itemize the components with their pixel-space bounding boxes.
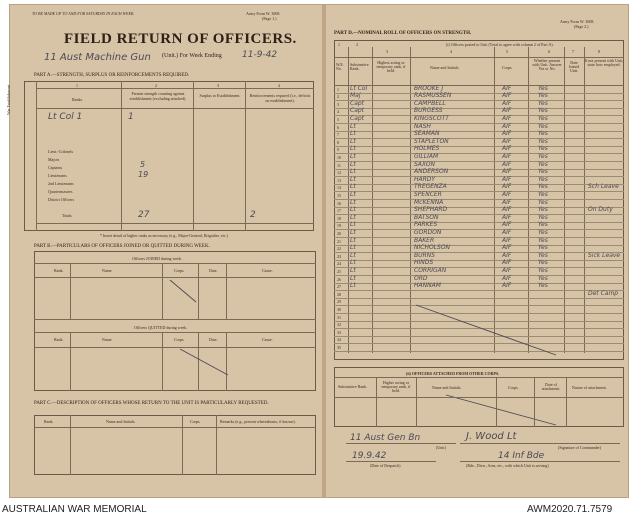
roll-hand-name: BAKER [414,236,435,244]
roll-hand-rank: Lt Col [350,84,368,92]
roll-hand-name: McKENNA [414,198,444,206]
roll-hand-remark: On Duty [588,206,613,214]
col-surplus: Surplus to Establishment. [199,93,241,98]
roll-row-number: 2 [337,94,339,100]
form-reference-2: Army Form W. 3008. [560,19,595,24]
roll-hand-corps: AIF [502,198,512,206]
roll-hand-present: Yes [538,137,548,145]
roll-hand-present: Yes [538,92,548,100]
roll-hand-rank: Lt [350,122,356,130]
roll-row-number: 5 [337,116,339,122]
roll-row-number: 27 [337,284,341,290]
roll-hand-present: Yes [538,145,548,153]
roll-col-corps: Corps. [502,65,513,70]
part-c-col-rank: Rank. [44,419,54,424]
roll-hand-present: Yes [538,228,548,236]
roll-hand-name: GILLIAM [414,152,439,160]
roll-row-number: 17 [337,208,341,214]
att-col-corps: Corps. [508,385,519,390]
part-a-footnote: * Insert detail of higher ranks as necessary (e.g., Major-General, Brigadier, etc.) [100,233,228,238]
roll-hand-remark: Sick Leave [588,251,621,259]
att-col-acting-rank: Higher acting or temporary rank, if held. [381,380,411,393]
roll-hand-rank: Lt [350,168,356,176]
part-c-heading: PART C.—DESCRIPTION OF OFFICERS WHOSE RETURN TO THE UNIT IS PARTICULARLY REQUESTED. [34,401,269,406]
roll-hand-rank: Lt [350,221,356,229]
roll-hand-present: Yes [538,206,548,214]
form-reference: Army Form W. 3008. [246,11,281,16]
roll-col-num-1: 1 [338,42,340,47]
roll-row-number: 33 [337,329,341,335]
hand-top-strength: 1 [128,112,134,122]
roll-row-number: 11 [337,162,341,168]
roll-hand-rank: Lt [350,145,356,153]
joined-col-corps: Corps. [174,268,185,273]
roll-hand-rank: Lt [350,244,356,252]
unit-handwritten: 11 Aust Machine Gun [44,52,151,63]
col-num-3: 3 [217,83,219,88]
sig-date-label: (Date of Despatch) [370,463,401,468]
roll-row-number: 22 [337,246,341,252]
col-ranks: Ranks. [72,97,83,102]
roll-hand-present: Yes [538,198,548,206]
roll-hand-corps: AIF [502,122,512,130]
joined-col-date: Date. [209,268,218,273]
footer-left: AUSTRALIAN WAR MEMORIAL [2,504,147,515]
att-col-name: Name and Initials. [432,385,462,390]
roll-hand-rank: Lt [350,228,356,236]
roll-row-number: 7 [337,132,339,138]
roll-hand-name: CAMPBELL [414,99,446,107]
rank-totals: Totals [62,213,72,218]
roll-col-acting-rank: Highest acting or temporary rank, if held. [376,60,406,73]
roll-col-we-no: W.E. No. [336,62,344,71]
roll-hand-rank: Lt [350,206,356,214]
roll-hand-rank: Lt [350,236,356,244]
roll-row-number: 1 [337,86,339,92]
roll-col-num-3: 3 [386,49,388,54]
side-label: War Establishment [6,84,11,115]
roll-row-number: 15 [337,192,341,198]
roll-hand-present: Yes [538,175,548,183]
hand-top-rank: Lt Col 1 [48,112,83,122]
roll-hand-present: Yes [538,107,548,115]
roll-row-number: 23 [337,253,341,259]
roll-hand-corps: AIF [502,190,512,198]
roll-col-employment: If not present with Unit, state how employed. [584,58,624,67]
joined-col-cause: Cause. [262,268,273,273]
roll-hand-corps: AIF [502,137,512,145]
roll-hand-present: Yes [538,168,548,176]
roll-hand-present: Yes [538,251,548,259]
roll-hand-name: ORD [414,274,428,282]
roll-hand-corps: AIF [502,152,512,160]
top-note: TO BE MADE UP TO AND FOR SATURDAY IN EACH WEEK. [32,11,135,16]
roll-row-number: 8 [337,139,339,145]
roll-hand-present: Yes [538,266,548,274]
col-num-2: 2 [155,83,157,88]
roll-hand-rank: Lt [350,259,356,267]
roll-row-number: 24 [337,261,341,267]
roll-hand-name: ANDERSON [414,168,449,176]
roll-hand-present: Yes [538,282,548,290]
roll-hand-present: Yes [538,236,548,244]
roll-row-number: 3 [337,101,339,107]
roll-hand-present: Yes [538,114,548,122]
sub-section-ii: (ii) OFFICERS ATTACHED FROM OTHER CORPS. [406,371,500,376]
rank-quartermasters: Quartermasters [48,189,73,194]
roll-hand-name: NICHOLSON [414,244,451,252]
quitted-col-cause: Cause. [262,337,273,342]
roll-hand-corps: AIF [502,99,512,107]
col-num-1: 1 [76,83,78,88]
part-d-heading: PART D.—NOMINAL ROLL OF OFFICERS ON STRENGTH. [334,31,472,36]
sig-bde-hand: 14 Inf Bde [498,451,545,461]
roll-hand-rank: Lt [350,198,356,206]
rank-lieutenants: Lieutenants [48,173,67,178]
roll-hand-corps: AIF [502,251,512,259]
quitted-col-corps: Corps. [174,337,185,342]
part-a-heading: PART A.—STRENGTH, SURPLUS OR REINFORCEMENTS REQUIRED. [34,73,190,78]
page-reference: (Page 1.) [262,16,277,21]
roll-hand-name: HANNAM [414,282,441,290]
roll-hand-present: Yes [538,221,548,229]
roll-row-number: 14 [337,185,341,191]
roll-hand-rank: Capt [350,99,365,107]
roll-hand-corps: AIF [502,259,512,267]
roll-hand-name: KINGSCOTT [414,114,449,122]
roll-col-num-5: 5 [506,49,508,54]
roll-hand-corps: AIF [502,244,512,252]
col-present-strength: Present strength counting against establishment (excluding attached). [129,91,187,101]
roll-row-number: 12 [337,170,341,176]
roll-hand-name: STAPLETON [414,137,449,145]
week-ending-label: (Unit.) For Week Ending [162,53,222,59]
roll-col-num-2: 2 [356,42,358,47]
roll-hand-present: Yes [538,213,548,221]
roll-hand-rank: Lt [350,183,356,191]
roll-hand-rank: Lt [350,274,356,282]
sig-cmdr-label: (Signature of Commander) [558,445,602,450]
roll-hand-corps: AIF [502,92,512,100]
page-two [326,5,628,497]
roll-row-number: 35 [337,344,341,350]
page-one [6,5,322,497]
roll-hand-present: Yes [538,122,548,130]
roll-hand-corps: AIF [502,145,512,153]
roll-row-number: 9 [337,147,339,153]
att-col-subst-rank: Substantive Rank. [338,384,368,389]
roll-hand-corps: AIF [502,130,512,138]
roll-hand-rank: Lt [350,190,356,198]
roll-hand-name: GORDON [414,228,442,236]
roll-hand-name: HINDS [414,259,434,267]
roll-col-num-4: 4 [450,49,452,54]
roll-hand-name: HOLMES [414,145,440,153]
quitted-col-name: Name. [102,337,113,342]
roll-hand-name: BATSON [414,213,439,221]
roll-hand-name: RASMUSSEN [414,92,452,100]
roll-row-number: 34 [337,337,341,343]
quitted-col-date: Date. [209,337,218,342]
document-sheet [6,5,628,497]
roll-hand-present: Yes [538,244,548,252]
roll-row-number: 10 [337,154,341,160]
roll-hand-corps: AIF [502,213,512,221]
roll-hand-corps: AIF [502,274,512,282]
roll-row-number: 32 [337,322,341,328]
quitted-title: Officers QUITTED during week. [134,325,188,330]
roll-hand-rank: Capt [350,107,365,115]
roll-row-number: 20 [337,230,341,236]
roll-hand-rank: Lt [350,160,356,168]
roll-hand-name: CORRIGAN [414,266,447,274]
roll-row-number: 4 [337,109,339,115]
roll-hand-rank: Lt [350,130,356,138]
rank-2nd-lieutenants: 2nd Lieutenants [48,181,74,186]
roll-hand-rank: Lt [350,213,356,221]
roll-hand-corps: AIF [502,266,512,274]
roll-hand-corps: AIF [502,175,512,183]
roll-hand-name: BURNS [414,251,435,259]
roll-hand-name: BROOKE J [414,84,444,92]
roll-hand-name: NASH [414,122,431,130]
roll-hand-rank: Lt [350,175,356,183]
roll-col-present: Whether present with Unit. Answer Yes or No. [532,58,562,71]
sub-section-i: (i) Officers posted to Unit (Total to agree with column 2 of Part A). [446,42,554,47]
roll-hand-corps: AIF [502,160,512,168]
roll-row-number: 31 [337,314,341,320]
roll-hand-name: PARKES [414,221,438,229]
roll-row-number: 21 [337,238,341,244]
hand-reinforcements: 2 [250,210,256,220]
part-c-table [34,415,316,475]
roll-hand-corps: AIF [502,221,512,229]
week-ending-date: 11-9-42 [242,50,278,60]
roll-hand-corps: AIF [502,228,512,236]
form-title: FIELD RETURN OF OFFICERS. [64,31,297,47]
col-num-4: 4 [278,83,280,88]
roll-hand-present: Yes [538,259,548,267]
roll-hand-rank: Maj [350,92,361,100]
rank-majors: Majors [48,157,60,162]
roll-row-number: 13 [337,177,341,183]
roll-hand-present: Yes [538,152,548,160]
roll-col-name: Name and Initials. [430,65,460,70]
sig-bde-label: (Bde., Divn., Area, etc., with which Unit is serving) [466,463,549,468]
quitted-col-rank: Rank. [54,337,64,342]
roll-hand-remark: Det Camp [588,289,619,297]
roll-row-number: 30 [337,306,341,312]
roll-col-num-7: 7 [572,49,574,54]
roll-hand-rank: Lt [350,152,356,160]
roll-hand-remark: Sch Leave [588,183,619,191]
roll-hand-name: SHEPHARD [414,206,448,214]
roll-hand-present: Yes [538,130,548,138]
part-b-heading: PART B.—PARTICULARS OF OFFICERS JOINED OR QUITTED DURING WEEK. [34,244,210,249]
roll-col-num-8: 8 [598,49,600,54]
roll-hand-name: TREGENZA [414,183,447,191]
roll-hand-corps: AIF [502,114,512,122]
roll-hand-present: Yes [538,84,548,92]
part-c-col-corps: Corps. [190,419,201,424]
hand-lieutenants: 19 [138,170,149,179]
roll-hand-present: Yes [538,160,548,168]
roll-col-date-joined: Date Joined Unit. [568,60,580,73]
sig-name-hand: J. Wood Lt [466,431,517,442]
col-reinforcements: Reinforcements required (i.e., deficits on establishment). [249,93,311,103]
roll-hand-name: BURGESS [414,107,443,115]
roll-hand-present: Yes [538,190,548,198]
sig-unit-label: (Unit) [436,445,446,450]
roll-hand-corps: AIF [502,168,512,176]
roll-hand-corps: AIF [502,236,512,244]
joined-title: Officers JOINED during week. [132,256,182,261]
joined-col-name: Name. [102,268,113,273]
roll-hand-present: Yes [538,183,548,191]
rank-lt-col: Lieut.-Colonels [48,149,73,154]
roll-row-number: 19 [337,223,341,229]
roll-row-number: 28 [337,291,341,297]
joined-col-rank: Rank. [54,268,64,273]
rank-district-officers: District Officers [48,197,75,202]
roll-hand-name: SPENCER [414,190,442,198]
roll-row-number: 26 [337,276,341,282]
hand-totals: 27 [138,210,150,220]
roll-hand-rank: Lt [350,266,356,274]
att-col-nature: Nature of attachment. [572,385,607,390]
part-c-col-name: Name and Initials. [106,419,136,424]
roll-row-number: 6 [337,124,339,130]
roll-row-number: 29 [337,299,341,305]
roll-row-number: 25 [337,268,341,274]
roll-hand-present: Yes [538,99,548,107]
roll-hand-corps: AIF [502,107,512,115]
hand-majors: 5 [140,160,146,169]
page-reference-2: (Page 2.) [574,24,589,29]
roll-hand-name: HARDY [414,175,436,183]
roll-hand-present: Yes [538,274,548,282]
roll-col-num-6: 6 [548,49,550,54]
roll-hand-corps: AIF [502,206,512,214]
roll-hand-name: SAXON [414,160,436,168]
roll-col-subst-rank: Substantive Rank. [350,62,369,71]
sig-date-hand: 19.9.42 [352,451,387,461]
roll-hand-rank: Lt [350,137,356,145]
att-col-date: Date of attachment. [541,382,561,391]
part-c-col-remarks: Remarks (e.g., present whereabouts, if known). [220,419,296,424]
roll-hand-rank: Lt [350,251,356,259]
roll-hand-name: SEAMAN [414,130,440,138]
sig-unit-hand: 11 Aust Gen Bn [350,433,421,443]
roll-hand-rank: Lt [350,282,356,290]
roll-hand-corps: AIF [502,183,512,191]
roll-row-number: 18 [337,215,341,221]
rank-captains: Captains [48,165,62,170]
footer-right: AWM2020.71.7579 [527,504,613,515]
roll-hand-corps: AIF [502,84,512,92]
roll-row-number: 16 [337,200,341,206]
roll-hand-rank: Capt [350,114,365,122]
roll-hand-corps: AIF [502,282,512,290]
